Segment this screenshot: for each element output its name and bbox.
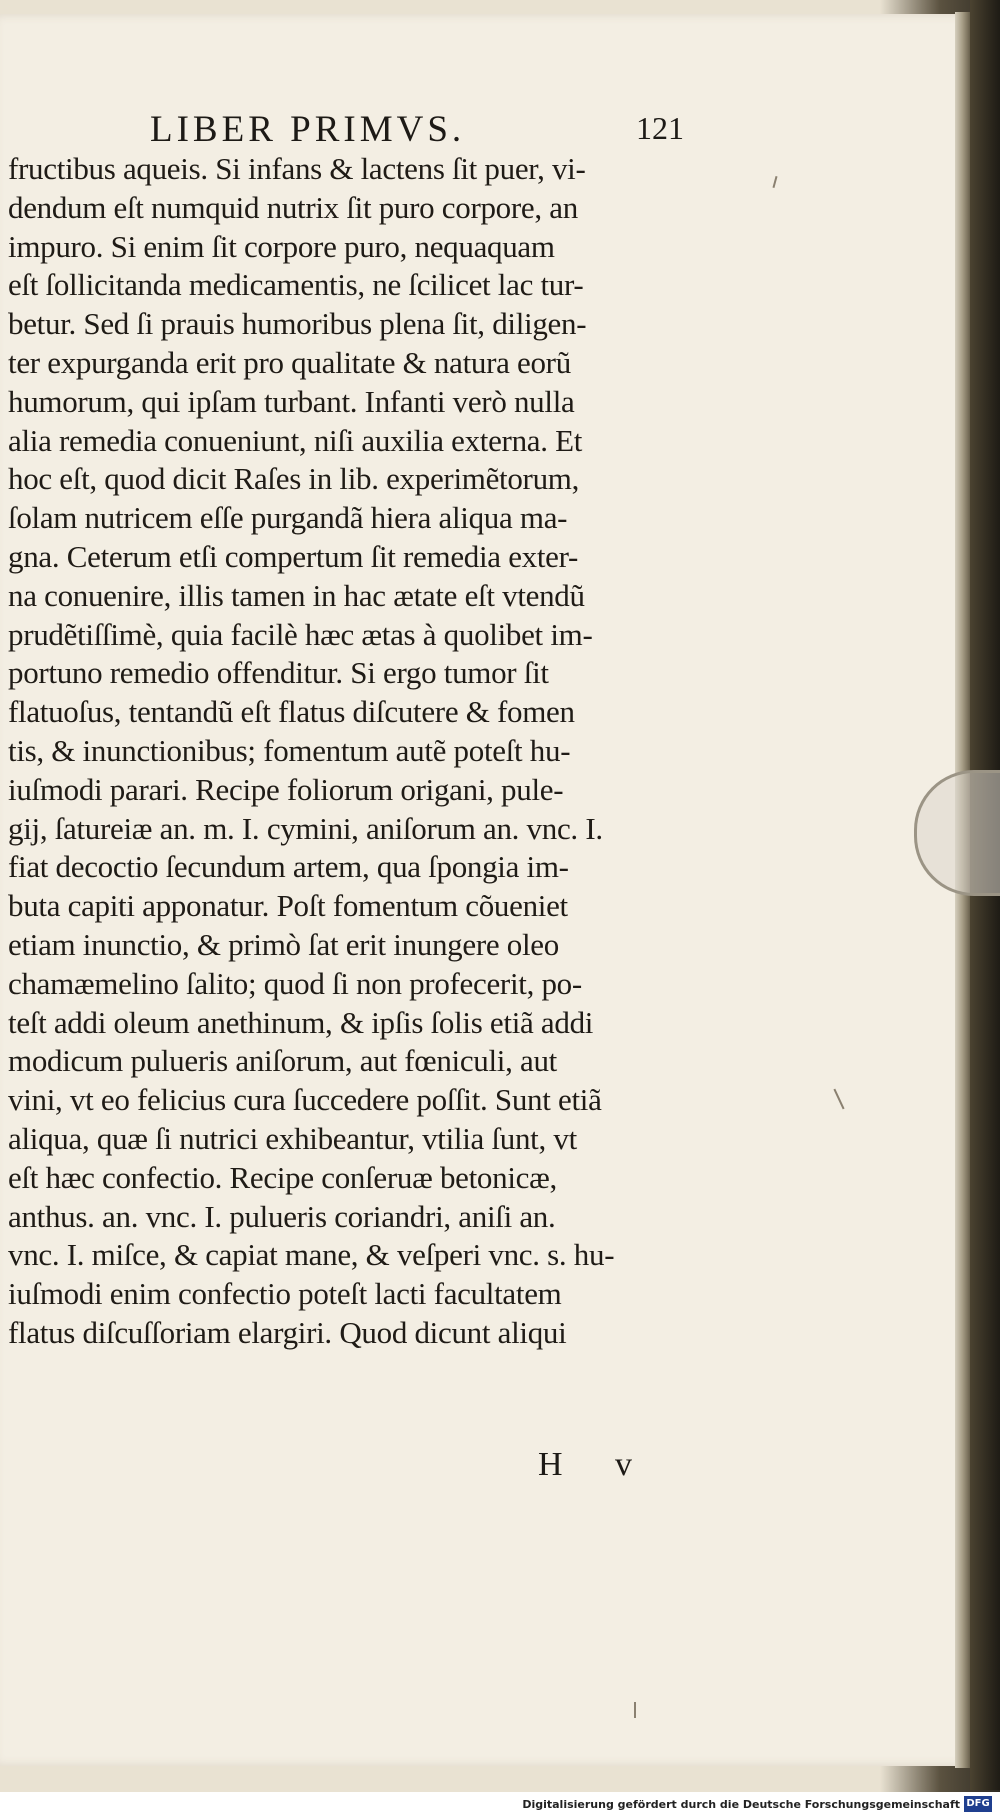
footer-bar: [0, 1792, 1000, 1820]
text-line: gij, ſatureiæ an. m. I. cymini, aniſorum an. vnc. I.: [8, 810, 603, 846]
text-line: aliqua, quæ ſi nutrici exhibeantur, vtilia ſunt, vt: [8, 1120, 577, 1156]
text-line: dendum eſt numquid nutrix ſit puro corpore, an: [8, 189, 578, 225]
text-line: teſt addi oleum anethinum, & ipſis ſolis etiã addi: [8, 1004, 594, 1040]
text-line: eſt hæc confectio. Recipe conſeruæ betonicæ,: [8, 1159, 557, 1195]
text-line: etiam inunctio, & primò ſat erit inungere oleo: [8, 926, 559, 962]
text-line: chamæmelino ſalito; quod ſi non profecerit, po-: [8, 965, 582, 1001]
text-line: vnc. I. miſce, & capiat mane, & veſperi vnc. s. hu-: [8, 1237, 615, 1273]
text-line: hoc eſt, quod dicit Raſes in lib. experimẽtorum,: [8, 461, 580, 497]
signature-mark: H v: [538, 1446, 655, 1483]
text-line: fiat decoctio ſecundum artem, qua ſpongia im-: [8, 849, 569, 885]
text-line: humorum, qui ipſam turbant. Infanti verò nulla: [8, 383, 575, 419]
text-line: modicum pulueris aniſorum, aut fœniculi, aut: [8, 1043, 557, 1079]
text-line: vini, vt eo felicius cura ſuccedere poſſit. Sunt etiã: [8, 1082, 602, 1118]
text-line: flatus diſcuſſoriam elargiri. Quod dicunt aliqui: [8, 1314, 567, 1350]
dfg-logo: DFG: [964, 1796, 992, 1812]
running-title: LIBER PRIMVS.: [150, 109, 466, 150]
digitization-credit: Digitalisierung gefördert durch die Deutsche Forschungsgemeinschaft: [522, 1798, 960, 1811]
text-line: fructibus aqueis. Si infans & lactens ſit puer, vi-: [8, 151, 586, 186]
text-line: gna. Ceterum etſi compertum ſit remedia exter-: [8, 538, 579, 574]
text-line: flatuoſus, tentandũ eſt flatus diſcutere & fomen: [8, 694, 575, 730]
text-line: betur. Sed ſi prauis humoribus plena ſit, diligen-: [8, 306, 587, 342]
text-line: alia remedia conueniunt, niſi auxilia externa. Et: [8, 422, 583, 458]
page-number: 121: [636, 110, 684, 146]
text-line: tis, & inunctionibus; fomentum autẽ poteſt hu-: [8, 732, 571, 768]
text-line: iuſmodi parari. Recipe foliorum origani, pule-: [8, 771, 564, 807]
text-line: eſt ſollicitanda medicamentis, ne ſcilicet lac tur-: [8, 267, 584, 303]
body-text: [8, 150, 708, 1353]
text-line: na conuenire, illis tamen in hac ætate eſt vtendũ: [8, 577, 585, 613]
text-line: portuno remedio offenditur. Si ergo tumor ſit: [8, 655, 549, 691]
text-line: anthus. an. vnc. I. pulueris coriandri, aniſi an.: [8, 1198, 556, 1234]
text-line: prudẽtiſſimè, quia facilè hæc ætas à quolibet im-: [8, 616, 593, 652]
text-line: ſolam nutricem eſſe purgandã hiera aliqua ma-: [8, 500, 568, 536]
text-line: ter expurganda erit pro qualitate & natura eorũ: [8, 344, 571, 380]
text-line: iuſmodi enim confectio poteſt lacti facultatem: [8, 1276, 562, 1312]
text-line: impuro. Si enim ſit corpore puro, nequaquam: [8, 228, 555, 264]
text-line: buta capiti apponatur. Poſt fomentum cõueniet: [8, 888, 568, 924]
stray-mark: [634, 1702, 636, 1718]
